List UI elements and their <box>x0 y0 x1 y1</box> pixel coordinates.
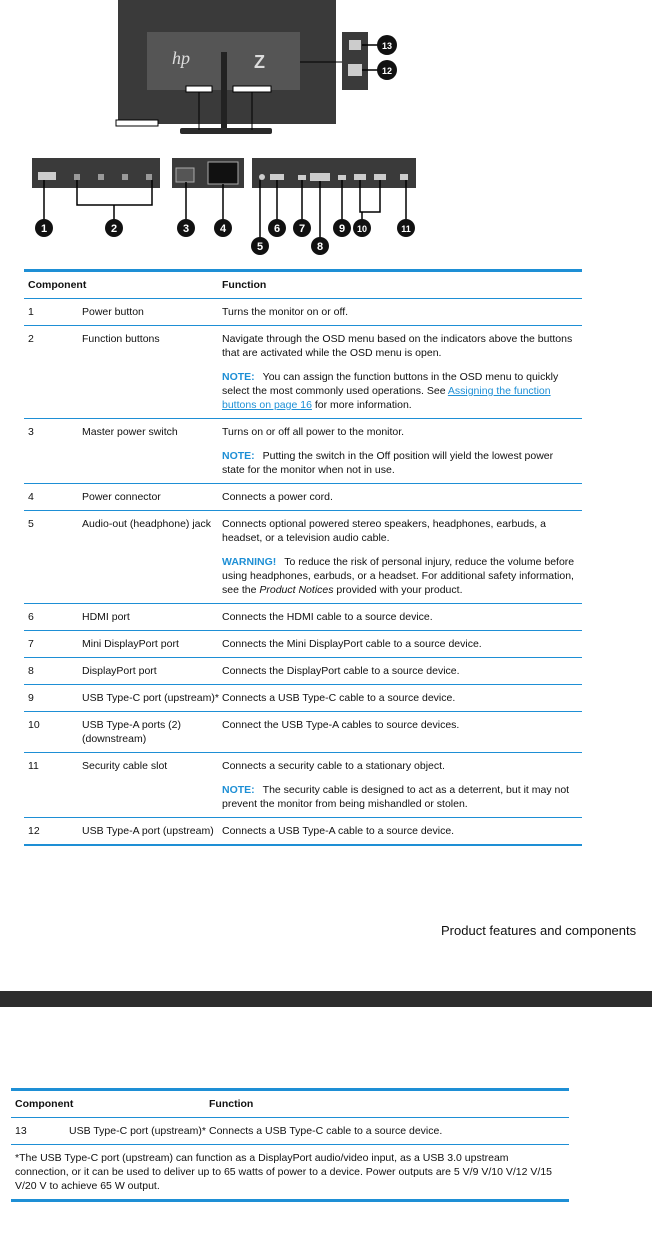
component-number: 3 <box>28 426 34 438</box>
component-name: Master power switch <box>82 426 178 438</box>
header-function: Function <box>209 1098 254 1110</box>
svg-text:10: 10 <box>356 224 368 234</box>
table-row <box>24 685 582 712</box>
component-table-continued <box>11 1088 569 1202</box>
table-row <box>24 631 582 658</box>
svg-text:9: 9 <box>338 223 346 235</box>
function-text: Connects the Mini DisplayPort cable to a source device. <box>222 638 482 650</box>
svg-text:3: 3 <box>182 223 190 235</box>
component-name: Function buttons <box>82 333 160 345</box>
table-footnote: *The USB Type-C port (upstream) can function as a DisplayPort audio/video input, as a USB 3.0 upstream connection, or it can be used to deliver up to 65 watts of power to a device. Power outputs are 5 V/9 V/10 V/12 V/15 V/20 V to achieve 65 W output. <box>15 1152 552 1192</box>
function-text: Turns on or off all power to the monitor. <box>222 426 405 438</box>
component-name: Power button <box>82 306 144 318</box>
component-function <box>222 332 582 412</box>
svg-text:5: 5 <box>256 241 264 253</box>
component-function <box>222 664 582 678</box>
svg-text:8: 8 <box>316 241 324 253</box>
note-italic: Product Notices <box>259 584 334 596</box>
component-table <box>24 269 582 846</box>
monitor-rear-diagram <box>0 0 652 262</box>
table-row <box>24 419 582 484</box>
svg-text:4: 4 <box>219 223 227 235</box>
header-function: Function <box>222 279 267 291</box>
component-name: DisplayPort port <box>82 665 157 677</box>
function-text: Connects optional powered stereo speakers, headphones, earbuds, a headset, or a television audio cable. <box>222 518 546 544</box>
component-function <box>222 305 582 319</box>
function-text: Navigate through the OSD menu based on the indicators above the buttons that are activated while the OSD menu is open. <box>222 333 573 359</box>
table-row <box>24 604 582 631</box>
component-function <box>222 759 582 811</box>
note-label: NOTE: <box>222 371 255 383</box>
component-number: 4 <box>28 491 34 503</box>
svg-text:2: 2 <box>110 223 118 235</box>
hp-logo: hp <box>172 48 190 68</box>
function-text: Connects a security cable to a stationary object. <box>222 760 445 772</box>
component-number: 10 <box>28 719 40 731</box>
component-function <box>222 691 582 705</box>
component-number: 6 <box>28 611 34 623</box>
component-name: Audio-out (headphone) jack <box>82 518 212 530</box>
table-row <box>24 818 582 845</box>
component-name: HDMI port <box>82 611 130 623</box>
component-name: Power connector <box>82 491 161 503</box>
component-function <box>209 1124 569 1138</box>
svg-text:11: 11 <box>401 224 411 234</box>
function-text: Connects the HDMI cable to a source device. <box>222 611 433 623</box>
component-number: 9 <box>28 692 34 704</box>
table-row <box>24 299 582 326</box>
table-row <box>24 484 582 511</box>
function-note: NOTE: The security cable is designed to act as a deterrent, but it may not prevent the monitor from being mishandled or stolen. <box>222 784 570 810</box>
component-name: Security cable slot <box>82 760 168 772</box>
svg-text:12: 12 <box>381 66 393 76</box>
component-number: 8 <box>28 665 34 677</box>
table-row <box>24 326 582 419</box>
svg-text:6: 6 <box>273 223 281 235</box>
function-text: Connects a power cord. <box>222 491 333 503</box>
note-label: NOTE: <box>222 450 255 462</box>
component-number: 7 <box>28 638 34 650</box>
component-function <box>222 490 582 504</box>
component-name: USB Type-C port (upstream)* <box>69 1125 206 1137</box>
function-note: NOTE: You can assign the function buttons in the OSD menu to quickly select the most commonly used operations. See Assigning the function buttons on page 16 for more information. <box>222 371 559 411</box>
function-text: Connects the DisplayPort cable to a source device. <box>222 665 460 677</box>
component-name: USB Type-A port (upstream) <box>82 825 214 837</box>
header-component: Component <box>15 1098 74 1110</box>
function-note: NOTE: Putting the switch in the Off position will yield the lowest power state for the monitor when not in use. <box>222 450 554 476</box>
function-text: Connect the USB Type-A cables to source devices. <box>222 719 460 731</box>
component-function <box>222 718 582 746</box>
component-function <box>222 824 582 838</box>
page-divider <box>0 991 652 1007</box>
component-number: 2 <box>28 333 34 345</box>
component-name: USB Type-A ports (2) (downstream) <box>82 719 182 745</box>
z-logo: Z <box>254 52 265 72</box>
table-row <box>24 511 582 604</box>
page-footer: Product features and components <box>441 923 637 938</box>
svg-text:1: 1 <box>40 223 48 235</box>
component-number: 5 <box>28 518 34 530</box>
function-text: Connects a USB Type-A cable to a source device. <box>222 825 455 837</box>
function-text: Connects a USB Type-C cable to a source device. <box>209 1125 443 1137</box>
component-function <box>222 425 582 477</box>
table-row <box>24 712 582 753</box>
table-row <box>24 658 582 685</box>
component-number: 11 <box>28 760 39 772</box>
component-function <box>222 610 582 624</box>
table-header <box>11 1091 569 1118</box>
component-function <box>222 637 582 651</box>
component-number: 1 <box>28 306 34 318</box>
table-header <box>24 272 582 299</box>
function-text: Turns the monitor on or off. <box>222 306 349 318</box>
note-label: WARNING! <box>222 556 277 568</box>
table-row <box>11 1118 569 1145</box>
component-number: 13 <box>15 1125 27 1137</box>
component-name: Mini DisplayPort port <box>82 638 179 650</box>
function-note: WARNING! To reduce the risk of personal injury, reduce the volume before using headphones, earbuds, or a headset. For additional safety information, see the Product Notices provided with your product. <box>222 556 575 596</box>
component-function <box>222 517 582 597</box>
note-link[interactable]: Assigning the function buttons on page 16 <box>222 385 551 411</box>
svg-text:13: 13 <box>381 41 393 51</box>
table-row <box>24 753 582 818</box>
function-text: Connects a USB Type-C cable to a source device. <box>222 692 456 704</box>
component-number: 12 <box>28 825 40 837</box>
note-label: NOTE: <box>222 784 255 796</box>
svg-text:7: 7 <box>298 223 306 235</box>
header-component: Component <box>28 279 87 291</box>
component-name: USB Type-C port (upstream)* <box>82 692 219 704</box>
